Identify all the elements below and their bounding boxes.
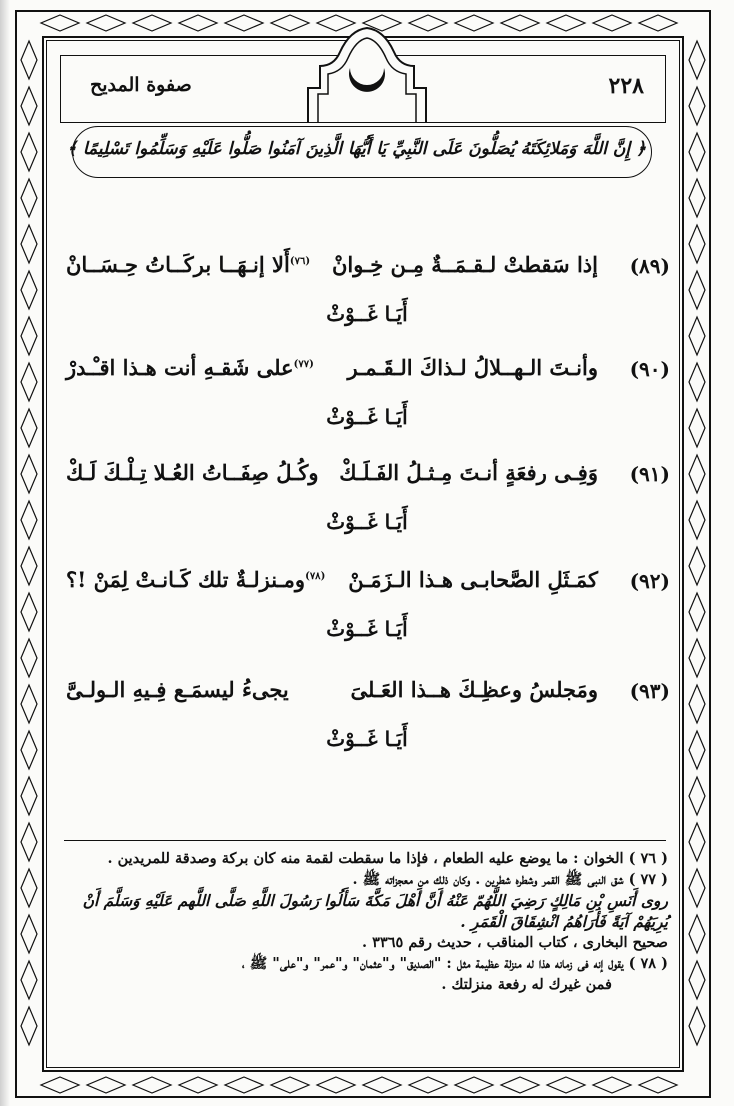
border-diamond: [21, 685, 37, 723]
page-heading: صفوة المديح: [90, 74, 192, 96]
first-hemistich: ومَجلسُ وعظِـكَ هــذا العَـلىَ: [350, 677, 598, 702]
border-diamond: [317, 1077, 355, 1093]
border-diamond: [689, 777, 705, 815]
footnote-ref: (٧٧): [293, 359, 314, 370]
footnote-78-continued: فمن غيرك له رفعة منزلتك .: [441, 976, 612, 993]
refrain: أَيَـا غَــوْثْ: [326, 302, 408, 326]
page-number: ٢٢٨: [608, 73, 644, 99]
border-diamond: [689, 87, 705, 125]
border-diamond: [689, 455, 705, 493]
refrain: أَيَـا غَــوْثْ: [326, 405, 408, 429]
border-diamond: [21, 823, 37, 861]
footnote-separator: [64, 840, 666, 841]
poem-line-90: [60, 355, 670, 389]
border-diamond: [21, 639, 37, 677]
quran-verse-text: ﴿ إِنَّ اللَّهَ وَمَلائِكَتَهُ يُصَلُّونَ عَلَى النَّبِيِّ يَا أَيُّهَا الَّذِينَ آمَنُوا صَلُّوا عَلَيْهِ وَسَلِّمُوا تَسْلِيمًا ﴾: [66, 139, 646, 159]
border-diamond: [21, 87, 37, 125]
border-diamond: [689, 1007, 705, 1045]
footnote-77: ( ٧٧ ) شق النبى ﷺ القمر وشطره شطرين . وكان ذلك من معجزاته ﷺ .: [352, 871, 668, 888]
verse-number: (٩٠): [629, 357, 670, 381]
poem-line-93: [60, 677, 670, 711]
border-diamond: [225, 15, 263, 31]
border-diamond: [21, 777, 37, 815]
refrain: أَيَـا غَــوْثْ: [326, 510, 408, 534]
refrain: أَيَـا غَــوْثْ: [326, 727, 408, 751]
border-diamond: [501, 15, 539, 31]
poem-line-91: [60, 460, 670, 494]
footnote-77-source: صحيح البخارى ، كتاب المناقب ، حديث رقم ٣٣٦٥ .: [362, 934, 668, 951]
border-diamond: [547, 1077, 585, 1093]
border-diamond: [689, 41, 705, 79]
border-diamond: [21, 961, 37, 999]
border-diamond: [689, 869, 705, 907]
first-hemistich: وَفِـى رفعَةٍ أنـتَ مِـثـلُ الفَـلَـكْ: [339, 460, 598, 485]
border-diamond: [271, 1077, 309, 1093]
first-hemistich: كمَـثَلِ الصَّحابـى هـذا الـزَمَـنْ: [348, 567, 598, 592]
border-diamond: [689, 915, 705, 953]
border-diamond: [501, 1077, 539, 1093]
footnote-77-hadith: روى أَنَسِ بْنِ مَالِكٍ رَضِيَ اللَّهُمّ عَنْهُ أَنَّ أَهْلَ مَكَّةَ سَأَلُوا رَسُولَ اللَّهِ صَلَّى اللَّهم عَلَيْهِ وَسَلَّمَ أَنْ يُرِيَهُمْ آيَةً فَأَرَاهُمُ انْشِقَاقَ الْقَمَرِ .: [82, 891, 668, 931]
border-diamond: [689, 179, 705, 217]
border-diamond: [41, 15, 79, 31]
poem-line-92: [60, 567, 670, 601]
border-diamond: [639, 15, 677, 31]
second-hemistich: $^{(٧٨)}$ومـنزلـةٌ تلك كَـانـتْ لِمَنْ !؟: [66, 567, 326, 592]
border-diamond: [179, 1077, 217, 1093]
border-diamond: [21, 41, 37, 79]
first-hemistich: إذا سَقطتْ لـقـمَــةٌ مِـن خِـوانْ: [332, 252, 598, 277]
border-diamond: [547, 15, 585, 31]
border-diamond: [455, 1077, 493, 1093]
border-diamond: [689, 685, 705, 723]
border-diamond: [41, 1077, 79, 1093]
border-diamond: [87, 15, 125, 31]
verse-number: (٩٢): [629, 569, 670, 593]
border-diamond: [179, 15, 217, 31]
border-diamond: [689, 823, 705, 861]
second-hemistich: وكُـلُ صِفَــاتُ العُـلا تِـلْـكَ لَـكْ: [66, 460, 319, 485]
verse-number: (٩١): [629, 462, 670, 486]
border-diamond: [689, 639, 705, 677]
border-diamond: [21, 1007, 37, 1045]
border-diamond: [21, 133, 37, 171]
second-hemistich: $^{(٧٦)}$أَلا إنـهَــا بركَــاتُ حِـسَــانْ: [66, 252, 311, 277]
border-diamond: [689, 547, 705, 585]
first-hemistich: وأنـتَ الـهــلالُ لـذاكَ الـقَـمـر: [347, 355, 598, 380]
border-diamond: [21, 455, 37, 493]
border-diamond: [689, 225, 705, 263]
border-diamond: [21, 915, 37, 953]
border-diamond: [21, 547, 37, 585]
crescent-arch-emblem: [300, 26, 434, 126]
verse-number: (٩٣): [629, 679, 670, 703]
border-diamond: [455, 15, 493, 31]
verse-number: (٨٩): [629, 254, 670, 278]
border-diamond: [87, 1077, 125, 1093]
border-diamond: [409, 1077, 447, 1093]
poem-line-89: [60, 252, 670, 286]
border-diamond: [21, 179, 37, 217]
border-diamond: [363, 1077, 401, 1093]
border-diamond: [21, 869, 37, 907]
footnote-ref: (٧٦): [289, 256, 311, 267]
border-diamond: [21, 225, 37, 263]
border-diamond: [593, 15, 631, 31]
footnote-76: ( ٧٦ ) الخوان : ما يوضع عليه الطعام ، فإذا ما سقطت لقمة منه كان بركة وصدقة للمريدين .: [107, 850, 668, 867]
border-diamond: [689, 961, 705, 999]
border-diamond: [593, 1077, 631, 1093]
footnote-78: ( ٧٨ ) يقول إنه فى زمانه هذا له منزلة عظيمة مثل : "الصديق" و"عثمان" و"عمر" و"على" ﷺ ،: [241, 955, 668, 972]
second-hemistich: $^{(٧٧)}$على شَقـهِ أنت هـذا اقـْـدرْ: [66, 355, 314, 380]
refrain: أَيَـا غَــوْثْ: [326, 617, 408, 641]
footnotes: [66, 848, 668, 995]
footnote-ref: (٧٨): [305, 571, 326, 582]
border-diamond: [133, 15, 171, 31]
border-diamond: [225, 1077, 263, 1093]
border-diamond: [21, 363, 37, 401]
border-diamond: [689, 363, 705, 401]
border-diamond: [133, 1077, 171, 1093]
border-diamond: [639, 1077, 677, 1093]
border-diamond: [689, 133, 705, 171]
second-hemistich: يجىءُ ليسمَـع فِـيهِ الـولـىَّ: [66, 677, 289, 702]
